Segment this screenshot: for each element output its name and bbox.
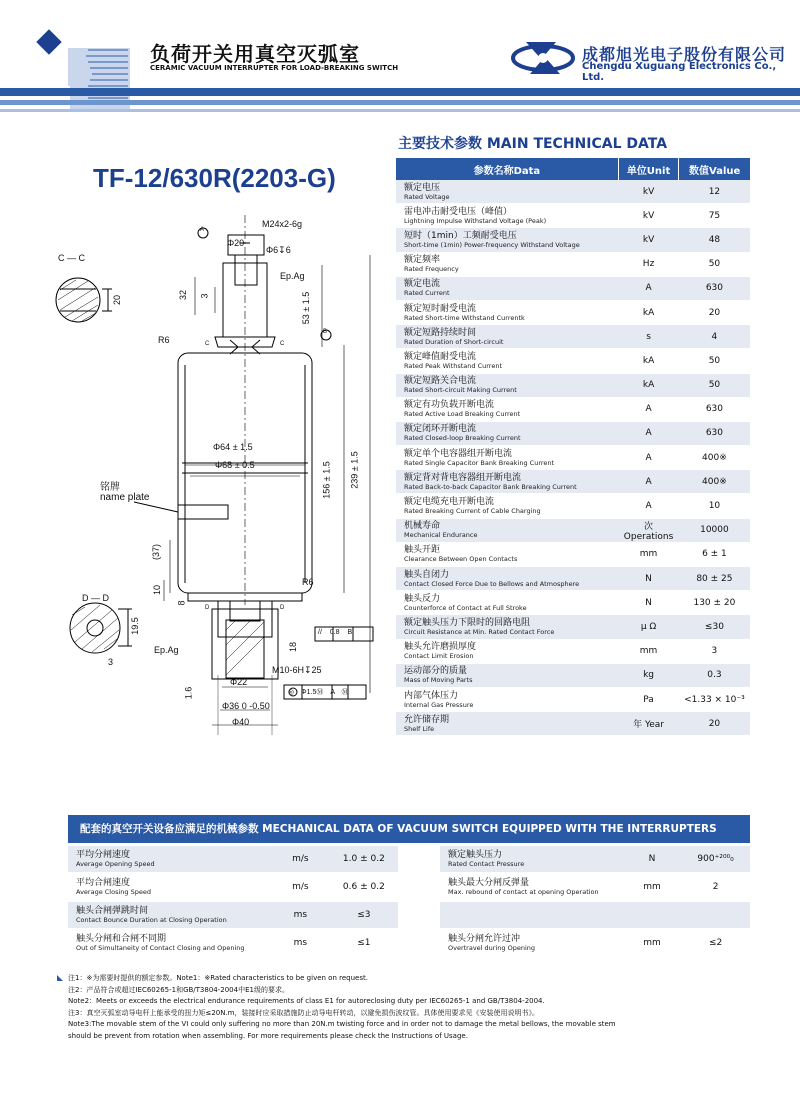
thread-top-label: M24x2-6g: [262, 219, 303, 229]
param-name-cn: 触头允许磨损厚度: [404, 642, 477, 653]
param-cell: [396, 180, 618, 204]
param-cell: [396, 300, 618, 324]
param-cell: [396, 421, 618, 445]
param-name-cn: 额定有功负载开断电流: [404, 400, 495, 411]
mech-value-cell: 0.6 ± 0.2: [330, 873, 398, 901]
mech-unit-cell: ms: [271, 901, 330, 929]
dim-19-5-label: 19.5: [129, 617, 140, 635]
r6-bottom-label: R6: [302, 577, 314, 587]
value-cell: 75: [679, 204, 750, 228]
mech-name-cn: 触头分闸和合闸不同期: [76, 934, 167, 944]
section-cc-label: C — C: [58, 253, 85, 263]
unit-cell: kA: [618, 300, 679, 324]
param-name-en: Circuit Resistance at Min. Rated Contact Force: [404, 627, 555, 636]
mech-name-en: Out of Simultaneity of Contact Closing and Opening: [76, 944, 245, 952]
param-name-en: Rated Active Load Breaking Current: [404, 410, 521, 419]
mech-row: [440, 846, 750, 873]
mech-value-cell: 2: [681, 873, 750, 901]
param-name-cn: 允许储存期: [404, 714, 450, 725]
param-name-en: Shelf Life: [404, 724, 435, 733]
param-cell: [396, 518, 618, 542]
dim-18-label: 18: [288, 641, 299, 653]
dia22-label: Φ22: [230, 677, 248, 687]
ep-ag-bottom-label: Ep.Ag: [154, 645, 179, 655]
value-cell: 50: [679, 349, 750, 373]
param-name-en: Rated Single Capacitor Bank Breaking Current: [404, 458, 555, 467]
dim-53-label: 53 ± 1.5: [301, 291, 312, 325]
table-row: [396, 180, 750, 204]
header-data: 参数名称Data: [396, 158, 618, 180]
value-cell: 630: [679, 421, 750, 445]
param-cell: [396, 639, 618, 663]
table-header-row: [396, 158, 750, 180]
unit-cell: 年 Year: [618, 712, 679, 736]
section-dd-label: D — D: [82, 593, 109, 603]
mech-name-cn: 触头分闸允许过冲: [448, 934, 521, 944]
header-title-cn: 负荷开关用真空灭弧室: [150, 42, 360, 66]
company-name-cn: 成都旭光电子股份有限公司: [582, 45, 787, 64]
table-row: [396, 397, 750, 421]
header-band-3: [0, 109, 800, 112]
dim-239-label: 239 ± 1.5: [349, 451, 360, 489]
mech-param-cell: [440, 873, 623, 901]
value-cell: 0.3: [679, 663, 750, 687]
param-name-cn: 额定背对背电容器组开断电流: [404, 472, 522, 483]
mech-value-cell: ≤3: [330, 901, 398, 929]
diamond-pattern-icon: [28, 28, 138, 138]
param-name-en: Rated Short-circuit Making Current: [404, 386, 517, 395]
tolerance-position-label: ◎ Φ1.5Ⓜ A Ⓜ: [288, 689, 349, 696]
param-name-en: Rated Breaking Current of Cable Charging: [404, 507, 541, 516]
header-value: 数值Value: [679, 158, 750, 180]
dim-8-label: 8: [176, 600, 187, 606]
param-name-cn: 运动部分的质量: [404, 666, 468, 677]
mech-param-cell: [68, 873, 271, 901]
notes-block: [68, 973, 758, 1043]
mech-row: [68, 846, 398, 873]
header-title-en: CERAMIC VACUUM INTERRUPTER FOR LOAD-BREAKING SWITCH: [150, 64, 399, 72]
param-name-en: Rated Short-time Withstand Currentk: [404, 313, 525, 322]
mech-name-en: Overtravel during Opening: [448, 944, 536, 952]
unit-cell: A: [618, 276, 679, 300]
mech-row: [68, 873, 398, 901]
note-line: Note2：Meets or exceeds the electrical endurance requirements of class E1 for autoreclosing duty per IEC60265-1 and GB/T3804-2004.: [68, 997, 545, 1006]
main-technical-table: [396, 158, 750, 736]
mark-d-right: D: [280, 605, 285, 611]
mechanical-data-title: 配套的真空开关设备应满足的机械参数 MECHANICAL DATA OF VACUUM SWITCH EQUIPPED WITH THE INTERRUPTERS: [68, 815, 750, 843]
unit-cell: mm: [618, 639, 679, 663]
mechanical-table-left: [68, 846, 398, 958]
value-cell: 50: [679, 252, 750, 276]
table-row: [396, 276, 750, 300]
value-cell: 48: [679, 228, 750, 252]
unit-cell: N: [618, 567, 679, 591]
param-name-en: Lightning Impulse Withstand Voltage (Peak): [404, 216, 547, 225]
param-name-en: Mechanical Endurance: [404, 531, 478, 540]
interrupter-outline-drawing: [40, 205, 390, 745]
param-cell: [396, 252, 618, 276]
param-name-en: Rated Duration of Short-circuit: [404, 337, 504, 346]
mech-param-cell: [440, 846, 623, 873]
mech-row: [440, 901, 750, 929]
param-name-cn: 额定短路关合电流: [404, 376, 477, 387]
mechanical-table-right: [440, 846, 750, 958]
mech-name-en: Average Opening Speed: [76, 860, 155, 868]
table-row: [396, 518, 750, 542]
dim-3-bottom-label: 3: [108, 657, 114, 667]
param-cell: [396, 446, 618, 470]
unit-cell: A: [618, 446, 679, 470]
table-row: [396, 349, 750, 373]
param-name-en: Rated Frequency: [404, 265, 459, 274]
mech-value-cell: ≤2: [681, 929, 750, 957]
unit-cell: kA: [618, 349, 679, 373]
table-row: [396, 542, 750, 566]
value-cell: 3: [679, 639, 750, 663]
param-name-cn: 触头自闭力: [404, 569, 450, 580]
header-band: [0, 88, 800, 96]
mech-unit-cell: [623, 901, 681, 929]
header-logo-mark: [28, 28, 138, 138]
dia68-label: Φ68 ± 0.5: [215, 460, 255, 470]
unit-cell: kV: [618, 180, 679, 204]
param-cell: [396, 276, 618, 300]
table-row: [396, 567, 750, 591]
param-cell: [396, 228, 618, 252]
param-name-cn: 短时（1min）工频耐受电压: [404, 230, 517, 241]
unit-cell: kA: [618, 373, 679, 397]
unit-cell: kV: [618, 204, 679, 228]
unit-cell: A: [618, 494, 679, 518]
param-name-cn: 触头开距: [404, 545, 441, 556]
nameplate-en-label: name plate: [100, 492, 150, 503]
param-cell: [396, 687, 618, 711]
dim-32-label: 32: [178, 289, 189, 301]
mech-name-cn: 触头合闸弹跳时间: [76, 906, 149, 916]
unit-cell: mm: [618, 542, 679, 566]
mech-row: [440, 873, 750, 901]
param-name-cn: 雷电冲击耐受电压（峰值）: [404, 206, 513, 217]
param-name-en: Contact Limit Erosion: [404, 652, 474, 661]
mech-param-cell: [68, 929, 271, 957]
mech-row: [440, 929, 750, 957]
note-line: should be prevent from rotation when assembling. For more requirements please check the Instructions of Usage.: [68, 1031, 468, 1040]
param-cell: [396, 615, 618, 639]
value-cell: 400※: [679, 446, 750, 470]
mech-name-en: Contact Bounce Duration at Closing Operation: [76, 916, 227, 924]
param-name-cn: 额定电流: [404, 279, 441, 290]
unit-cell: s: [618, 325, 679, 349]
company-name-en: Chengdu Xuguang Electronics Co., Ltd.: [582, 61, 777, 83]
mech-row: [68, 929, 398, 957]
mech-unit-cell: mm: [623, 929, 681, 957]
value-cell: 10: [679, 494, 750, 518]
mech-unit-cell: m/s: [271, 846, 330, 873]
table-row: [396, 494, 750, 518]
param-name-en: Rated Back-to-back Capacitor Bank Breaking Current: [404, 482, 577, 491]
mech-param-cell: [68, 901, 271, 929]
param-cell: [396, 494, 618, 518]
main-data-title: 主要技术参数 MAIN TECHNICAL DATA: [398, 136, 668, 152]
mech-name-cn: 平均分闸速度: [76, 850, 131, 860]
table-row: [396, 300, 750, 324]
table-row: [396, 446, 750, 470]
dia6-label: Φ6↧6: [266, 245, 291, 255]
param-name-cn: 额定峰值耐受电流: [404, 351, 477, 362]
param-cell: [396, 591, 618, 615]
param-cell: [396, 204, 618, 228]
value-cell: ≤30: [679, 615, 750, 639]
dim-37-label: (37): [151, 543, 162, 561]
table-row: [396, 591, 750, 615]
mech-name-en: Max. rebound of contact at opening Operation: [448, 888, 599, 896]
param-cell: [396, 397, 618, 421]
param-cell: [396, 712, 618, 736]
param-cell: [396, 349, 618, 373]
param-cell: [396, 567, 618, 591]
unit-cell: Hz: [618, 252, 679, 276]
technical-drawing: [40, 205, 390, 745]
param-name-cn: 额定闭环开断电流: [404, 424, 477, 435]
note-marker-icon: [57, 975, 63, 981]
mech-unit-cell: mm: [623, 873, 681, 901]
mech-value-cell: ≤1: [330, 929, 398, 957]
mech-param-cell: [68, 846, 271, 873]
param-name-en: Counterforce of Contact at Full Stroke: [404, 603, 527, 612]
unit-cell: A: [618, 397, 679, 421]
note-line: Note3:The movable stem of the VI could only suffering no more than 20N.m twisting force and in order not to damage the metal bellows, the movable stem: [68, 1020, 616, 1029]
param-name-en: Rated Peak Withstand Current: [404, 361, 502, 370]
param-name-en: Internal Gas Pressure: [404, 700, 474, 709]
value-cell: 20: [679, 300, 750, 324]
value-cell: 400※: [679, 470, 750, 494]
dim-3-label: 3: [199, 293, 210, 299]
mech-name-cn: 额定触头压力: [448, 850, 503, 860]
thread-bottom-label: M10-6H↧25: [272, 665, 322, 675]
param-name-en: Clearance Between Open Contacts: [404, 555, 518, 564]
table-row: [396, 421, 750, 445]
param-cell: [396, 663, 618, 687]
r6-top-label: R6: [158, 335, 170, 345]
table-row: [396, 687, 750, 711]
ep-ag-top-label: Ep.Ag: [280, 271, 305, 281]
nameplate-cn-label: 铭牌: [100, 482, 120, 493]
param-name-cn: 额定单个电容器组开断电流: [404, 448, 513, 459]
param-name-cn: 机械寿命: [404, 521, 441, 532]
param-name-en: Rated Current: [404, 289, 450, 298]
table-row: [396, 639, 750, 663]
param-name-cn: 额定电缆充电开断电流: [404, 497, 495, 508]
param-name-cn: 触头反力: [404, 593, 441, 604]
value-cell: <1.33 × 10⁻³: [679, 687, 750, 711]
dia64-label: Φ64 ± 1.5: [213, 442, 253, 452]
table-row: [396, 615, 750, 639]
note-line: 注2：产品符合或超过IEC60265-1和GB/T3804-2004中E1级的要求。: [68, 985, 289, 994]
dia20-label: Φ20: [227, 238, 245, 248]
table-row: [396, 470, 750, 494]
value-cell: 12: [679, 180, 750, 204]
note-line: 注1：※为需要时提供的额定参数。Note1：※Rated characteristics to be given on request.: [68, 974, 368, 982]
param-name-en: Contact Closed Force Due to Bellows and Atmosphere: [404, 579, 580, 588]
unit-cell: Pa: [618, 687, 679, 711]
mech-name-cn: 触头最大分闸反弹量: [448, 878, 530, 888]
table-row: [396, 252, 750, 276]
mech-param-cell: [440, 929, 623, 957]
param-name-cn: 额定频率: [404, 255, 441, 266]
mech-unit-cell: m/s: [271, 873, 330, 901]
model-number: TF-12/630R(2203-G): [93, 163, 336, 193]
mech-unit-cell: N: [623, 846, 681, 873]
mech-name-en: Rated Contact Pressure: [448, 860, 525, 868]
param-name-cn: 额定触头压力下限时的回路电阻: [404, 617, 531, 628]
dim-1-6-label: 1.6: [183, 686, 194, 700]
dim-10-label: 10: [152, 584, 163, 596]
unit-cell: A: [618, 470, 679, 494]
dim-156-label: 156 ± 1.5: [321, 461, 332, 499]
param-name-cn: 额定短路持续时间: [404, 327, 477, 338]
mech-value-cell: 1.0 ± 0.2: [330, 846, 398, 873]
mark-d-left: D: [205, 605, 210, 611]
param-name-en: Rated Closed-loop Breaking Current: [404, 434, 521, 443]
unit-cell: A: [618, 421, 679, 445]
mech-row: [68, 901, 398, 929]
table-row: [396, 204, 750, 228]
datum-a-label: A: [200, 227, 205, 233]
value-cell: 4: [679, 325, 750, 349]
param-cell: [396, 470, 618, 494]
mech-unit-cell: ms: [271, 929, 330, 957]
value-cell: 630: [679, 276, 750, 300]
table-row: [396, 712, 750, 736]
value-cell: 80 ± 25: [679, 567, 750, 591]
dim-20-side: 20: [112, 294, 123, 306]
param-name-cn: 额定短时耐受电流: [404, 303, 477, 314]
header-band-2: [0, 100, 800, 105]
param-name-en: Short-time (1min) Power-frequency Withstand Voltage: [404, 240, 580, 249]
value-cell: 130 ± 20: [679, 591, 750, 615]
value-cell: 6 ± 1: [679, 542, 750, 566]
value-cell: 10000: [679, 518, 750, 542]
table-row: [396, 325, 750, 349]
param-name-cn: 内部气体压力: [404, 690, 459, 701]
mech-param-cell: [440, 901, 623, 929]
datum-b-label: B: [323, 329, 328, 335]
unit-cell: 次 Operations: [618, 518, 679, 542]
param-cell: [396, 373, 618, 397]
dia36-label: Φ36 0 -0.50: [222, 701, 270, 711]
mark-c-right: C: [280, 341, 285, 347]
table-row: [396, 663, 750, 687]
company-logo-icon: [508, 36, 578, 78]
mech-value-cell: 900⁺²⁰⁰₀: [681, 846, 750, 873]
mech-name-cn: 平均合闸速度: [76, 878, 131, 888]
param-name-cn: 额定电压: [404, 182, 441, 193]
unit-cell: N: [618, 591, 679, 615]
note-line: 注3：真空灭弧室动导电杆上能承受的扭力矩≤20N.m，装接时应采取措施防止动导电杆转动，以避免损伤波纹管。具体使用要求见《安装使用说明书》。: [68, 1008, 540, 1017]
param-name-en: Rated Voltage: [404, 192, 450, 201]
table-row: [396, 228, 750, 252]
unit-cell: μ Ω: [618, 615, 679, 639]
tolerance-parallel-label: // 0.8 B: [318, 629, 353, 636]
param-cell: [396, 542, 618, 566]
dia40-label: Φ40: [232, 717, 250, 727]
mark-c-left: C: [205, 341, 210, 347]
mech-value-cell: [681, 901, 750, 929]
param-cell: [396, 325, 618, 349]
unit-cell: kg: [618, 663, 679, 687]
param-name-en: Mass of Moving Parts: [404, 676, 473, 685]
header-unit: 单位Unit: [618, 158, 679, 180]
mech-name-en: Average Closing Speed: [76, 888, 151, 896]
unit-cell: kV: [618, 228, 679, 252]
value-cell: 630: [679, 397, 750, 421]
table-row: [396, 373, 750, 397]
value-cell: 50: [679, 373, 750, 397]
value-cell: 20: [679, 712, 750, 736]
